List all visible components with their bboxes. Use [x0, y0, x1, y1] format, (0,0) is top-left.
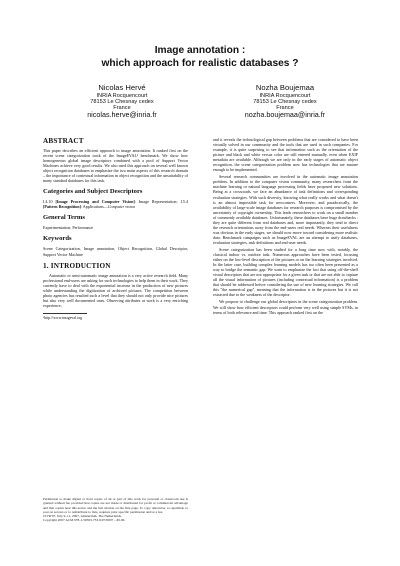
- category-rest-2: : Applications—: [80, 204, 108, 210]
- abstract-section: [43, 137, 188, 183]
- author-address: 78153 Le Chesnay cedex: [90, 98, 154, 105]
- category-rest: : Image Representation; I.5.4: [134, 199, 188, 205]
- author-address: 78153 Le Chesnay cedex: [253, 98, 317, 105]
- author-affiliation: INRIA Rocquencourt: [96, 92, 148, 99]
- footnote: ¹http://www.imageval.org: [43, 315, 82, 320]
- category-label-2: [Pattern Recognition]: [43, 204, 81, 210]
- categories-section: [43, 188, 188, 209]
- left-column: [43, 137, 188, 320]
- category-code: I.4.10: [43, 199, 53, 205]
- abstract-text: This paper describes an efficient approach to image annotation. It ranked first on the recent scene categorization track of the ImageEVAL¹ benchmark. We show how homogeneous global image descriptors combined with a pool of Support Vector Machines achieve very good results. We also used this approach on several well known object recognition databases to emphasize the two main aspects of this research domain – the importance of contextual information in object recognition and the unsuitability of many standard databases for this task.: [43, 148, 188, 184]
- paper-title: [0, 44, 400, 70]
- author-country: France: [113, 105, 131, 111]
- body-paragraph: and it reveals the technological gap between problems that are considered to have been virtually solved in our community and the tools that are used in such companies. For example, it is quite surprising to see that information such as the orientation of the picture and black and white versus color are still entered manually, even when EXIF metadata are available. Although we are only in the early stages of automatic object recognition, the scene categorization problem now has technologies that are mature enough to be implemented.: [213, 137, 358, 173]
- general-terms-section: [43, 214, 188, 230]
- introduction-section: [43, 262, 188, 308]
- general-terms-heading: General Terms: [43, 214, 85, 222]
- categories-text: [43, 199, 188, 209]
- keywords-heading: Keywords: [43, 235, 72, 243]
- copyright-line: Copyright 2007 ACM 978-1-59593-733-9/07/0007 ...$5.00.: [43, 518, 126, 523]
- author-email: nozha.boujemaa@inria.fr: [244, 110, 326, 120]
- author-email: nicolas.herve@inria.fr: [87, 110, 157, 120]
- permission-notice: [43, 497, 188, 523]
- permission-text: Permission to make digital or hard copies of all or part of this work for personal or classroom use is granted without fee provided that copies are not made or distributed for profit or commercial advantage and that copies bear this notice and the full citation on the first page. To copy otherwise, to republish, to post on servers or to redistribute to lists, requires prior specific permission and/or a fee.: [43, 497, 188, 514]
- author-affiliation: INRIA Rocquencourt: [259, 92, 311, 99]
- title-line-1: Image annotation :: [154, 45, 246, 56]
- author-country: France: [276, 105, 294, 111]
- author-name: Nozha Boujemaa: [255, 83, 315, 92]
- general-terms-text: Experimentation, Performance: [43, 225, 94, 231]
- body-paragraph: Scene categorization has been studied for a long time now with, notably, the classical indoor vs. outdoor task. Numerous approaches have been tested, focusing either on the low-level description of the pictures or on the learning strategies involved. In the latter case, building complex learning models has too often been presented as a way to bridge the semantic gap. We want to emphasize the fact that using off-the-shelf visual descriptors that are not appropriate for a given task or that are not able to capture all the visual information of pictures (including contextual information) is a problem that should be addressed before considering the use of new learning strategies. We call this "the numerical gap", meaning that the information is in the pictures but it is not extracted due to the weakness of the descriptor.: [213, 246, 358, 298]
- body-paragraph: We propose to challenge our global descriptors in the scene categorization problem. We will show how efficient descriptors could perform very well using simple SVMs, in terms of both relevance and time. This approach ranked first on the: [213, 299, 358, 315]
- introduction-paragraph: Automatic or semi-automatic image annotation is a very active research field. Many professional end-users are asking for such technologies to help them in their work. They currently have to deal with the exponential increase in the production of new pictures while understanding the digitization of archived pictures. The competition between photo agencies has resulted such a level that they should not only provide nice pictures but also very well documented ones. Observing attributes at work is a very enriching experience,: [43, 272, 188, 308]
- author-block-2: [210, 84, 360, 119]
- conference-line: CIVR'07, July 9–11, 2007, Amsterdam, The Netherlands.: [43, 514, 122, 518]
- keywords-text: Scene Categorization, Image annotation, Object Recognition, Global Descriptor, Support Vector Machine: [43, 246, 188, 257]
- body-paragraph: Several research communities are involved in the automatic image annotation problem. In addition to the computer vision community, many researchers from the machine learning or natural language processing fields have proposed new solutions. Being at a crossroads, we face an abundance of task definitions and corresponding evaluation strategies. With such diversity, knowing what really works and what doesn't is an almost impossible task for newcomers. Moreover, and paradoxically, the availability of large-scale image databases for research purposes is compromised by the uncertainty of copyright ownership. This leads researchers to work on a small number of commonly available databases. Unfortunately, these databases have huge drawbacks : they are quite different from real databases and, more importantly, they tend to direct the research orientations away from the end-users real needs. Whereas their usefulness was obvious in the early stages, we should now move toward considering more realistic data. Benchmark campaigns such as ImageEVAL are an attempt to unify databases, evaluation strategies, task definitions and end-user needs.: [213, 174, 358, 245]
- author-name: Nicolas Hervé: [98, 83, 146, 92]
- keywords-section: [43, 235, 188, 256]
- right-column: [213, 137, 358, 317]
- category-italic: Computer vision: [107, 204, 135, 210]
- category-label: [Image Processing and Computer Vision]: [55, 199, 135, 205]
- categories-heading: Categories and Subject Descriptors: [43, 188, 143, 196]
- abstract-heading: ABSTRACT: [43, 137, 84, 145]
- footnote-rule: [43, 313, 87, 314]
- introduction-heading: 1. INTRODUCTION: [43, 261, 111, 270]
- author-block-1: [47, 84, 197, 119]
- title-line-2: which approach for realistic databases ?: [101, 58, 299, 69]
